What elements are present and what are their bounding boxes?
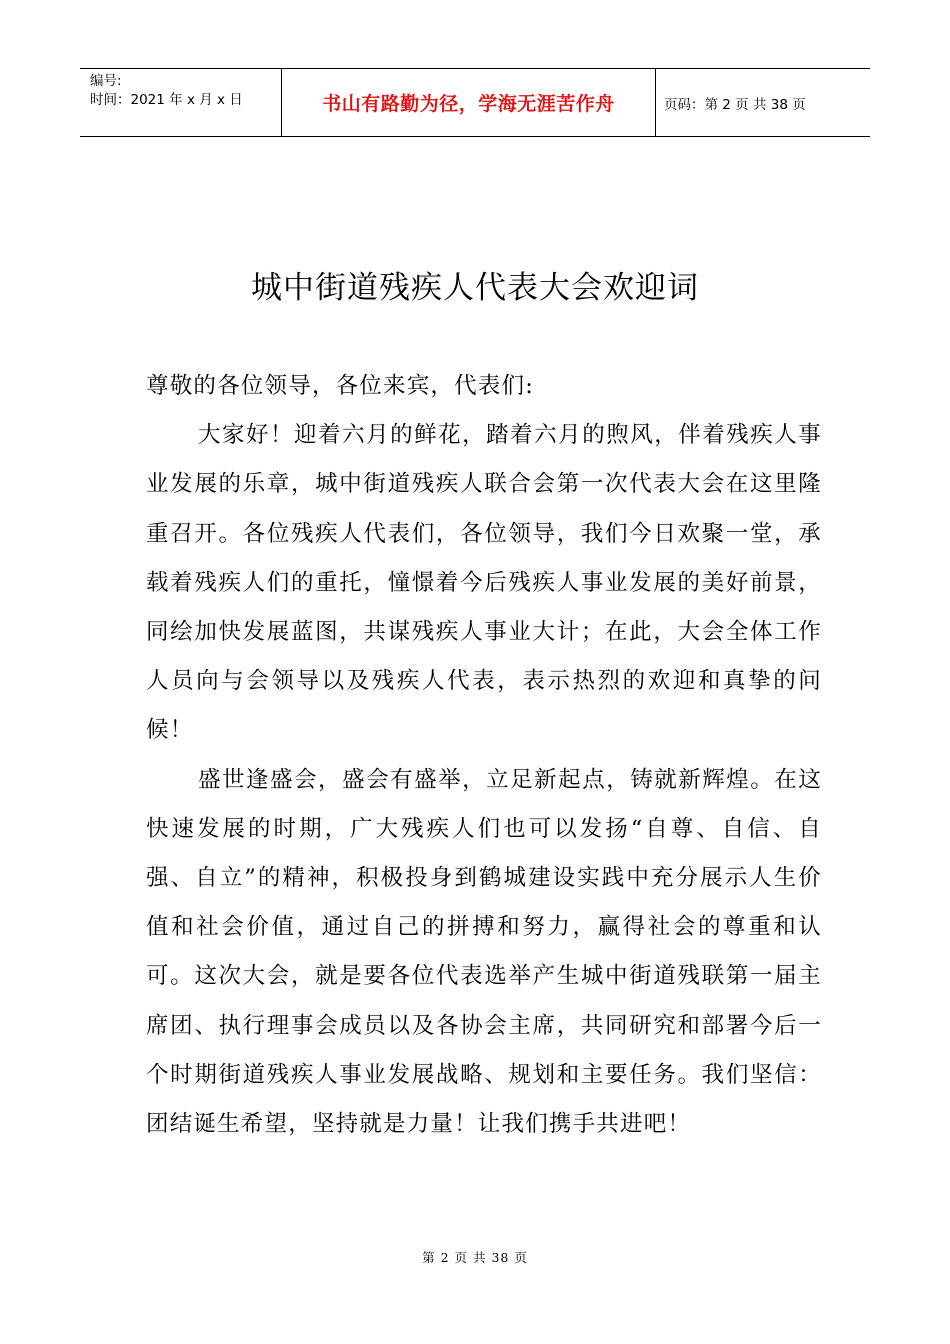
header-motto: 书山有路勤为径，学海无涯苦作舟 (282, 69, 656, 136)
document-number-label: 编号: (90, 73, 122, 89)
document-date-label: 时间：2021 年 x 月 x 日 (90, 92, 243, 108)
page-footer: 第 2 页 共 38 页 (422, 1250, 528, 1265)
document-title: 城中街道残疾人代表大会欢迎词 (251, 270, 699, 306)
document-body (146, 362, 822, 1149)
header-page-info: 页码：第 2 页 共 38 页 (664, 96, 806, 113)
header-meta-cell (80, 69, 282, 136)
paragraph: 盛世逢盛会，盛会有盛举，立足新起点，铸就新辉煌。在这快速发展的时期，广大残疾人们也可以发扬“自尊、自信、自强、自立”的精神，积极投身到鹤城建设实践中充分展示人生价值和社会价值，通过自己的拼搏和努力，赢得社会的尊重和认可。这次大会，就是要各位代表选举产生城中街道残联第一届主席团、执行理事会成员以及各协会主席，共同研究和部署今后一个时期街道残疾人事业发展战略、规划和主要任务。我们坚信：团结诞生希望，坚持就是力量！让我们携手共进吧！ (146, 766, 822, 1138)
salutation: 尊敬的各位领导，各位来宾，代表们: (146, 373, 534, 399)
page-header (80, 68, 870, 137)
paragraph: 大家好！迎着六月的鲜花，踏着六月的煦风，伴着残疾人事业发展的乐章，城中街道残疾人联合会第一次代表大会在这里隆重召开。各位残疾人代表们，各位领导，我们今日欢聚一堂，承载着残疾人们的重托，憧憬着今后残疾人事业发展的美好前景，同绘加快发展蓝图，共谋残疾人事业大计；在此，大会全体工作人员向与会领导以及残疾人代表，表示热烈的欢迎和真挚的问候！ (146, 422, 822, 744)
